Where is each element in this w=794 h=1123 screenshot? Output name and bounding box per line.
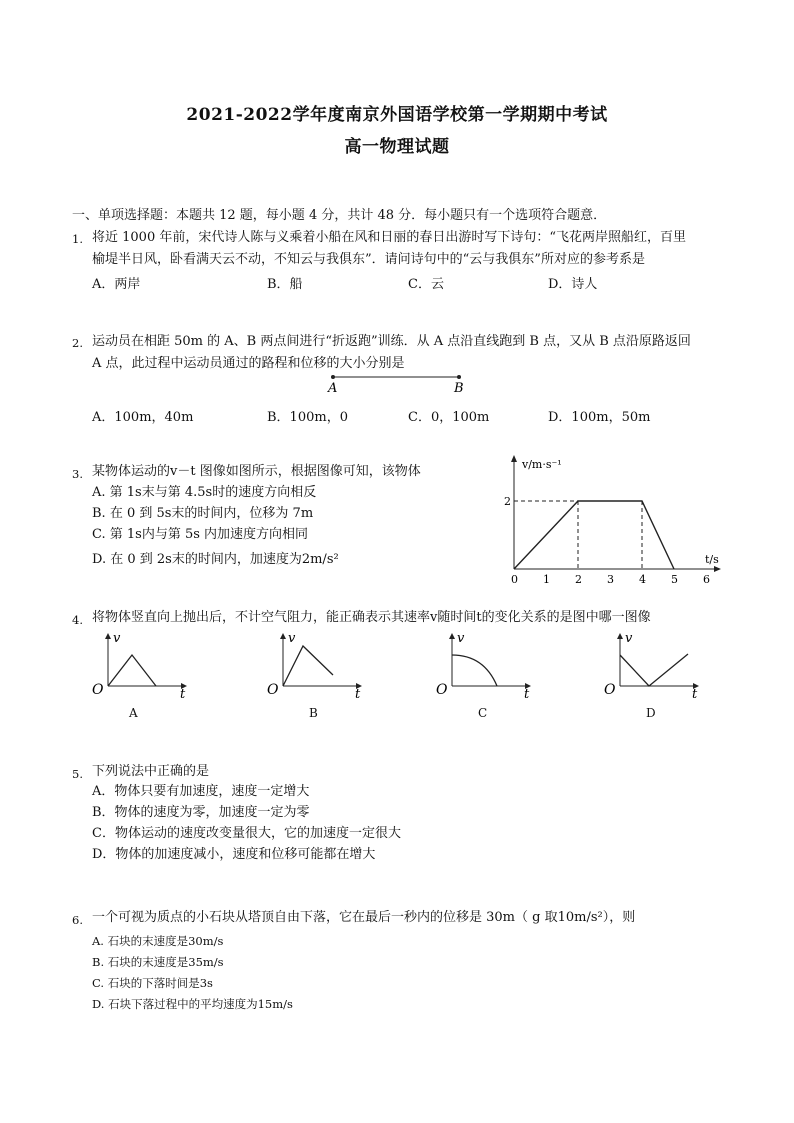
vt-chart (490, 452, 730, 592)
t-label: t (692, 687, 698, 698)
question-text-line2: 榆堤半日风，卧看满天云不动，不知云与我俱东”．请问诗句中的“云与我俱东”所对应的参考系是 (92, 252, 645, 267)
question-text: 将物体竖直向上抛出后，不计空气阻力，能正确表示其速率v随时间t的变化关系的是图中哪一图像 (92, 610, 651, 625)
graph-a[interactable] (88, 628, 198, 698)
option-c[interactable]: C．云 (408, 277, 444, 292)
y-tick-label: 2 (504, 495, 511, 508)
option-d[interactable]: D. 在 0 到 2s末的时间内，加速度为2m/s² (92, 552, 339, 567)
question-text: 下列说法中正确的是 (92, 764, 210, 779)
page-title: 2021-2022学年度南京外国语学校第一学期期中考试 (186, 105, 608, 125)
origin-label: O (267, 682, 279, 698)
option-d[interactable]: D．诗人 (548, 277, 598, 292)
graph-d[interactable] (600, 628, 710, 698)
section-heading: 一、单项选择题：本题共 12 题，每小题 4 分，共计 48 分．每小题只有一个选项符合题意． (72, 208, 607, 223)
x-tick-label: 6 (703, 573, 710, 586)
graph-b[interactable] (263, 628, 373, 698)
origin-label: O (436, 682, 448, 698)
x-tick-label: 0 (511, 573, 518, 586)
speed-curve (452, 655, 497, 686)
speed-curve (620, 654, 688, 686)
v-label: v (288, 631, 296, 646)
t-label: t (180, 687, 186, 698)
option-b[interactable]: B. 石块的末速度是35m/s (92, 955, 224, 969)
question-text-line1: 运动员在相距 50m 的 A、B 两点间进行“折返跑”训练．从 A 点沿直线跑到 B 点，又从 B 点沿原路返回 (92, 334, 691, 349)
graph-caption-a: A (129, 706, 138, 720)
t-label: t (524, 687, 530, 698)
v-label: v (457, 631, 465, 646)
x-axis-label: t/s (705, 553, 719, 566)
option-c[interactable]: C. 第 1s内与第 5s 内加速度方向相同 (92, 527, 309, 542)
point-a-label: A (328, 381, 338, 396)
point-b-dot (457, 375, 461, 379)
option-b[interactable]: B．物体的速度为零，加速度一定为零 (92, 805, 310, 820)
question-number: 5. (72, 767, 83, 781)
option-c[interactable]: C. 石块的下落时间是3s (92, 976, 213, 990)
option-d[interactable]: D. 石块下落过程中的平均速度为15m/s (92, 997, 293, 1011)
graph-caption-d: D (646, 706, 656, 720)
origin-label: O (604, 682, 616, 698)
option-a[interactable]: A. 石块的末速度是30m/s (92, 934, 224, 948)
graph-caption-c: C (478, 706, 488, 720)
graph-caption-b: B (309, 706, 318, 720)
question-number: 3. (72, 467, 83, 481)
x-tick-label: 3 (607, 573, 614, 586)
option-b[interactable]: B．船 (267, 277, 303, 292)
option-c[interactable]: C．0，100m (408, 410, 490, 425)
option-a[interactable]: A．100m，40m (92, 410, 194, 425)
v-label: v (625, 631, 633, 646)
t-label: t (355, 687, 361, 698)
option-d[interactable]: D．物体的加速度减小，速度和位移可能都在增大 (92, 847, 376, 862)
question-number: 6. (72, 913, 83, 927)
question-number: 4. (72, 613, 83, 627)
option-c[interactable]: C．物体运动的速度改变量很大，它的加速度一定很大 (92, 826, 401, 841)
option-a[interactable]: A．物体只要有加速度，速度一定增大 (92, 784, 310, 799)
vt-series-line (514, 501, 674, 569)
x-tick-label: 2 (575, 573, 582, 586)
ab-segment-diagram (320, 368, 480, 398)
question-number: 2. (72, 336, 83, 350)
question-text-line2: A 点，此过程中运动员通过的路程和位移的大小分别是 (92, 356, 405, 371)
y-axis-label: v/m·s⁻¹ (522, 458, 562, 471)
option-b[interactable]: B. 在 0 到 5s末的时间内，位移为 7m (92, 506, 314, 521)
question-text-line1: 将近 1000 年前，宋代诗人陈与义乘着小船在风和日丽的春日出游时写下诗句：“飞花两岸照船红，百里 (92, 230, 686, 245)
speed-curve (283, 646, 333, 686)
question-number: 1. (72, 232, 83, 246)
x-tick-label: 1 (543, 573, 550, 586)
option-b[interactable]: B．100m，0 (267, 410, 348, 425)
x-tick-label: 5 (671, 573, 678, 586)
question-text: 某物体运动的v－t 图像如图所示，根据图像可知，该物体 (92, 464, 421, 479)
speed-curve (108, 655, 156, 686)
question-text: 一个可视为质点的小石块从塔顶自由下落，它在最后一秒内的位移是 30m（ g 取10m/s²），则 (92, 910, 636, 925)
option-d[interactable]: D．100m，50m (548, 410, 651, 425)
point-b-label: B (454, 381, 464, 396)
x-tick-label: 4 (639, 573, 646, 586)
origin-label: O (92, 682, 104, 698)
option-a[interactable]: A. 第 1s末与第 4.5s时的速度方向相反 (92, 485, 317, 500)
point-a-dot (331, 375, 335, 379)
option-a[interactable]: A．两岸 (92, 277, 141, 292)
graph-c[interactable] (432, 628, 542, 698)
page-subtitle: 高一物理试题 (344, 137, 450, 157)
v-label: v (113, 631, 121, 646)
